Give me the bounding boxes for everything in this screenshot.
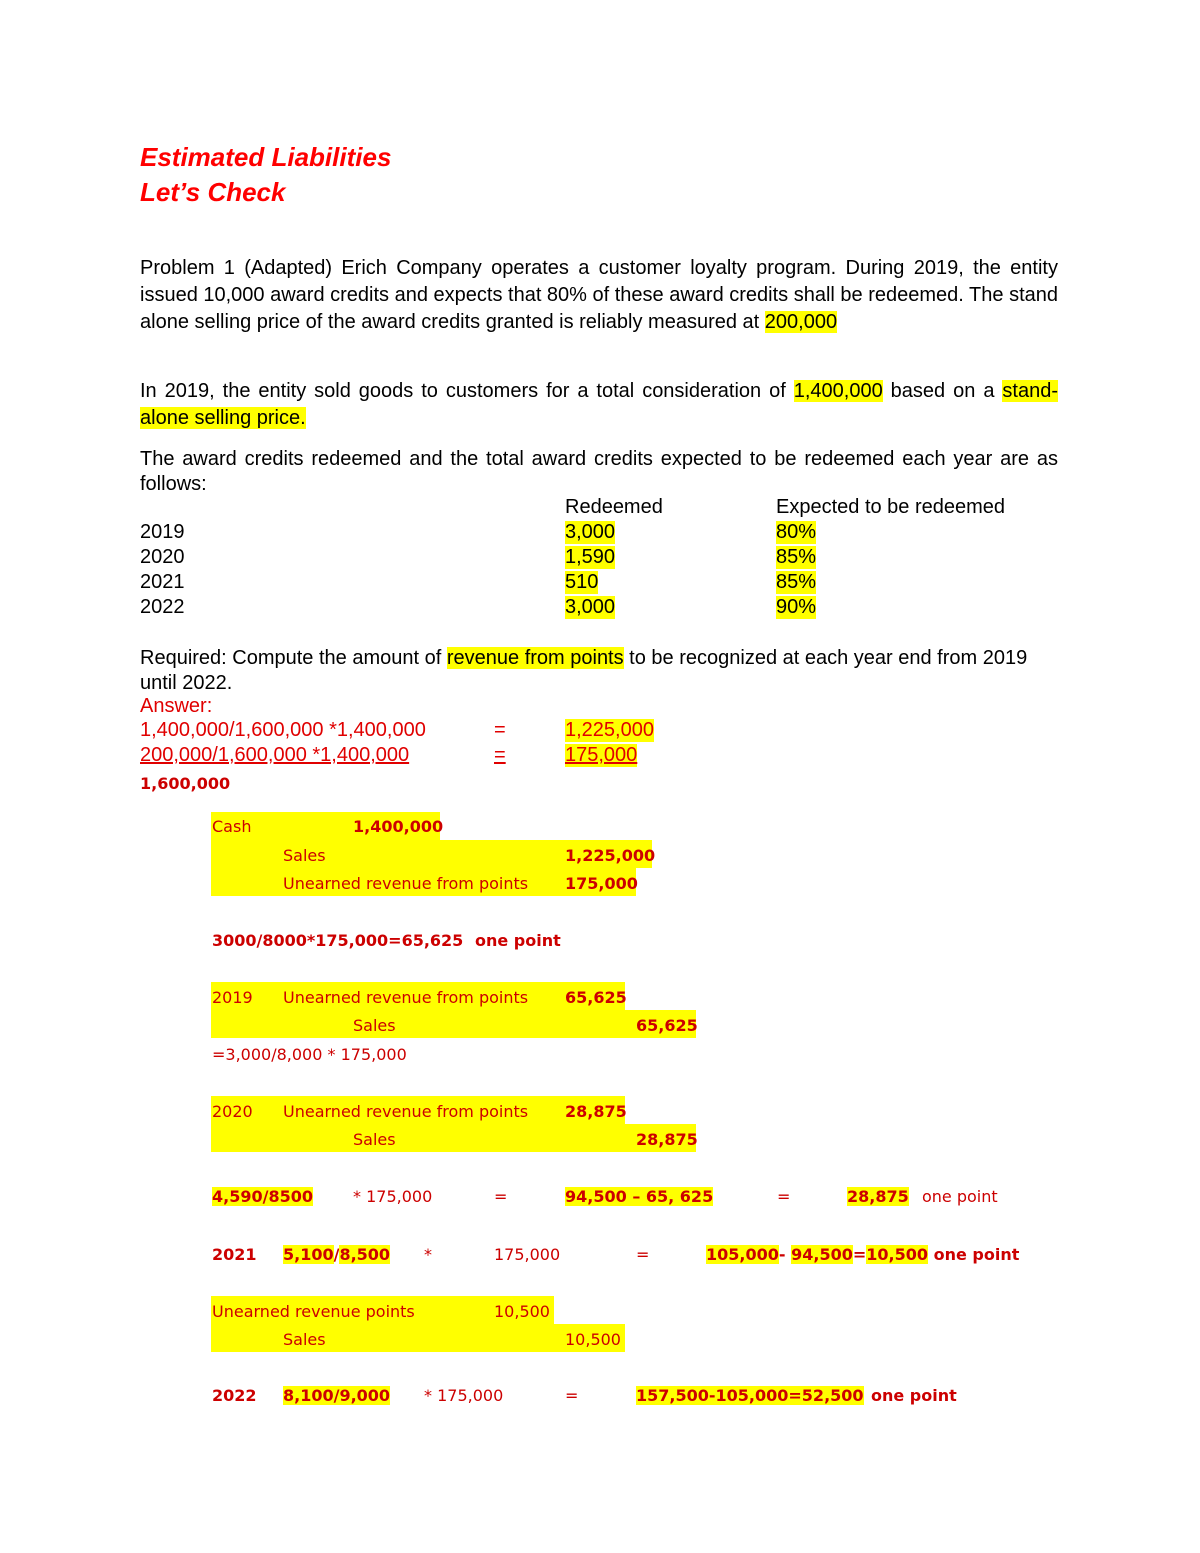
entry2019-note: =3,000/8,000 * 175,000 (212, 1045, 407, 1064)
calc2022-multiplier: * 175,000 (424, 1386, 504, 1405)
calc2021-year: 2021 (212, 1245, 257, 1264)
sales-text-a: In 2019, the entity sold goods to customers for a total consideration of (140, 380, 794, 402)
problem-paragraph-2 (140, 378, 1058, 432)
table-row-expected: 80% (776, 521, 817, 543)
sales-text-b: based on a (882, 380, 1003, 402)
calc2022-a: 157,500 (636, 1386, 709, 1405)
entry2020-sales-label: Sales (353, 1130, 396, 1149)
required-paragraph (140, 646, 1058, 696)
calc2020-ratio: 4,590/8500 (212, 1187, 313, 1206)
entry2019-year: 2019 (212, 988, 253, 1007)
entry2021-unearned-amount: 10,500 (494, 1302, 550, 1321)
calc2021-ratio (283, 1245, 390, 1264)
entry2021-sales-amount: 10,500 (565, 1330, 621, 1349)
calc1-formula (212, 931, 463, 950)
calc2022-ratio: 8,100/9,000 (283, 1386, 391, 1405)
entry2019-unearned-amount: 65,625 (565, 988, 627, 1007)
required-text-a: Required: Compute the amount of (140, 647, 447, 669)
answer-total: 1,600,000 (140, 774, 231, 793)
calc2021-equals: = (636, 1245, 650, 1264)
document-title: Estimated Liabilities (140, 142, 392, 172)
ssp-award-credits: 200,000 (764, 311, 838, 333)
answer-line1-formula: 1,400,000/1,600,000 *1,400,000 (140, 719, 426, 741)
table-row-redeemed: 3,000 (565, 596, 616, 618)
calc1-result: 65,625 (401, 931, 464, 950)
table-row-redeemed: 510 (565, 571, 599, 593)
entry2021-unearned-label: Unearned revenue points (212, 1302, 415, 1321)
highlight-band (211, 1124, 696, 1152)
calc2021-slash: / (333, 1245, 340, 1264)
entry2020-sales-amount: 28,875 (636, 1130, 698, 1149)
calc2020-result: 28,875 (847, 1187, 909, 1206)
revenue-from-points-phrase: revenue from points (446, 647, 624, 669)
entry1-sales-amount: 1,225,000 (565, 846, 656, 865)
table-row-year: 2019 (140, 521, 185, 543)
answer-label: Answer: (140, 695, 213, 717)
highlight-band (211, 1324, 625, 1352)
problem-text: Problem 1 (Adapted) Erich Company operates a customer loyalty program. During 2019, the entity issued 10,000 award credits and expects that 80% of these award credits shall be redeemed. The stand alone selling price of the award credits granted is reliably measured at (140, 257, 1058, 333)
entry2020-unearned-amount: 28,875 (565, 1102, 627, 1121)
table-row-redeemed: 1,590 (565, 546, 616, 568)
entry2019-sales-amount: 65,625 (636, 1016, 698, 1035)
calc2020-equals-2: = (777, 1187, 791, 1206)
table-row-redeemed: 3,000 (565, 521, 616, 543)
problem-paragraph-1 (140, 255, 1058, 336)
table-row-year: 2022 (140, 596, 185, 618)
answer-line1-equals: = (494, 719, 506, 741)
calc2021-multiplier: 175,000 (494, 1245, 561, 1264)
entry1-unearned-label: Unearned revenue from points (283, 874, 529, 893)
document-subtitle: Let’s Check (140, 177, 286, 207)
table-row-year: 2021 (140, 571, 185, 593)
answer-line2-formula: 200,000/1,600,000 *1,400,000 (140, 744, 410, 766)
calc2022-note: one point (871, 1386, 957, 1405)
entry2020-year: 2020 (212, 1102, 253, 1121)
calc2022-result: 52,500 (801, 1386, 864, 1405)
calc2021-b: 94,500 (791, 1245, 853, 1264)
entry2021-sales-label: Sales (283, 1330, 326, 1349)
calc2021-star: * (424, 1245, 432, 1264)
calc2021-dash: - (778, 1245, 792, 1264)
calc2021-computation (706, 1245, 1019, 1264)
answer-line1-result: 1,225,000 (565, 719, 654, 741)
standalone-price-phrase: stand-alone selling price. (140, 380, 1059, 429)
entry1-cash-amount: 1,400,000 (353, 817, 444, 836)
table-row-year: 2020 (140, 546, 185, 568)
entry1-unearned-amount: 175,000 (565, 874, 638, 893)
calc1-formula-text: 3000/8000*175,000= (212, 931, 402, 950)
total-consideration: 1,400,000 (793, 380, 883, 402)
col-header-redeemed: Redeemed (565, 496, 663, 518)
entry2020-unearned-label: Unearned revenue from points (283, 1102, 529, 1121)
table-row-expected: 85% (776, 546, 817, 568)
calc2021-denominator: 8,500 (339, 1245, 391, 1264)
calc1-note: one point (475, 931, 561, 950)
calc2020-note: one point (922, 1187, 998, 1206)
problem-paragraph-3: The award credits redeemed and the total award credits expected to be redeemed each year are as follows: (140, 448, 1058, 495)
entry1-cash-label: Cash (212, 817, 252, 836)
calc2022-equals: = (565, 1386, 579, 1405)
calc2021-a: 105,000 (706, 1245, 779, 1264)
answer-line2-equals: = (494, 744, 506, 766)
calc2022-computation (636, 1386, 864, 1405)
col-header-expected: Expected to be redeemed (776, 496, 1006, 518)
table-row-expected: 90% (776, 596, 817, 618)
calc2020-equals: = (494, 1187, 508, 1206)
entry2019-sales-label: Sales (353, 1016, 396, 1035)
calc2020-difference: 94,500 – 65, 625 (565, 1187, 714, 1206)
table-row-expected: 85% (776, 571, 817, 593)
entry1-sales-label: Sales (283, 846, 326, 865)
entry2019-unearned-label: Unearned revenue from points (283, 988, 529, 1007)
calc2021-numerator: 5,100 (283, 1245, 334, 1264)
highlight-band (211, 1010, 696, 1038)
calc2021-result: 10,500 (866, 1245, 928, 1264)
calc2021-note: one point (933, 1245, 1020, 1264)
required-text-b: to be recognized at each year end from 2019 until 2022. (140, 647, 1028, 694)
calc2021-eqs: = (852, 1245, 867, 1264)
calc2020-multiplier: * 175,000 (353, 1187, 433, 1206)
calc2022-b: -105,000= (708, 1386, 802, 1405)
answer-line2-result: 175,000 (565, 744, 638, 766)
calc2022-year: 2022 (212, 1386, 257, 1405)
